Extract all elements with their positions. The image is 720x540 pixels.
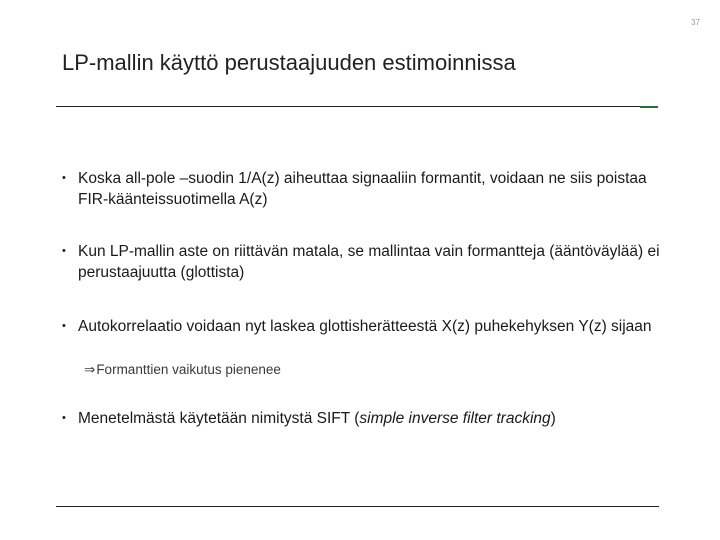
bullet-text: Autokorrelaatio voidaan nyt laskea glottisherätteestä X(z) puhekehyksen Y(z) sijaan bbox=[78, 318, 652, 335]
bullet-text-before: Menetelmästä käytetään nimitystä SIFT ( bbox=[78, 410, 360, 427]
bullet-item-1 bbox=[62, 168, 662, 210]
bullet-text: Kun LP-mallin aste on riittävän matala, se mallintaa vain formantteja (ääntöväylää) ei perustaajuutta (glottista) bbox=[78, 243, 660, 281]
bullet-marker: • bbox=[62, 172, 66, 184]
bullet-text-after: ) bbox=[550, 410, 556, 427]
bullet-text-italic: simple inverse filter tracking bbox=[359, 410, 551, 427]
sub-bullet bbox=[84, 362, 281, 378]
bullet-item-2 bbox=[62, 241, 662, 283]
title-underline bbox=[56, 106, 656, 107]
implies-arrow-icon: ⇒ bbox=[84, 362, 96, 377]
sub-bullet-text: Formanttien vaikutus pienenee bbox=[96, 362, 281, 377]
bullet-marker: • bbox=[62, 412, 66, 424]
slide-number: 37 bbox=[691, 18, 700, 27]
bullet-marker: • bbox=[62, 245, 66, 257]
footer-rule bbox=[56, 506, 659, 507]
slide-title: LP-mallin käyttö perustaajuuden estimoinnissa bbox=[62, 50, 516, 75]
bullet-text bbox=[78, 408, 662, 429]
bullet-marker: • bbox=[62, 320, 66, 332]
bullet-item-4 bbox=[62, 408, 662, 429]
bullet-text: Koska all-pole –suodin 1/A(z) aiheuttaa signaaliin formantit, voidaan ne siis poistaa FIR-käänteissuotimella A(z) bbox=[78, 170, 647, 208]
bullet-item-3 bbox=[62, 316, 662, 337]
title-underline-accent bbox=[640, 106, 658, 108]
